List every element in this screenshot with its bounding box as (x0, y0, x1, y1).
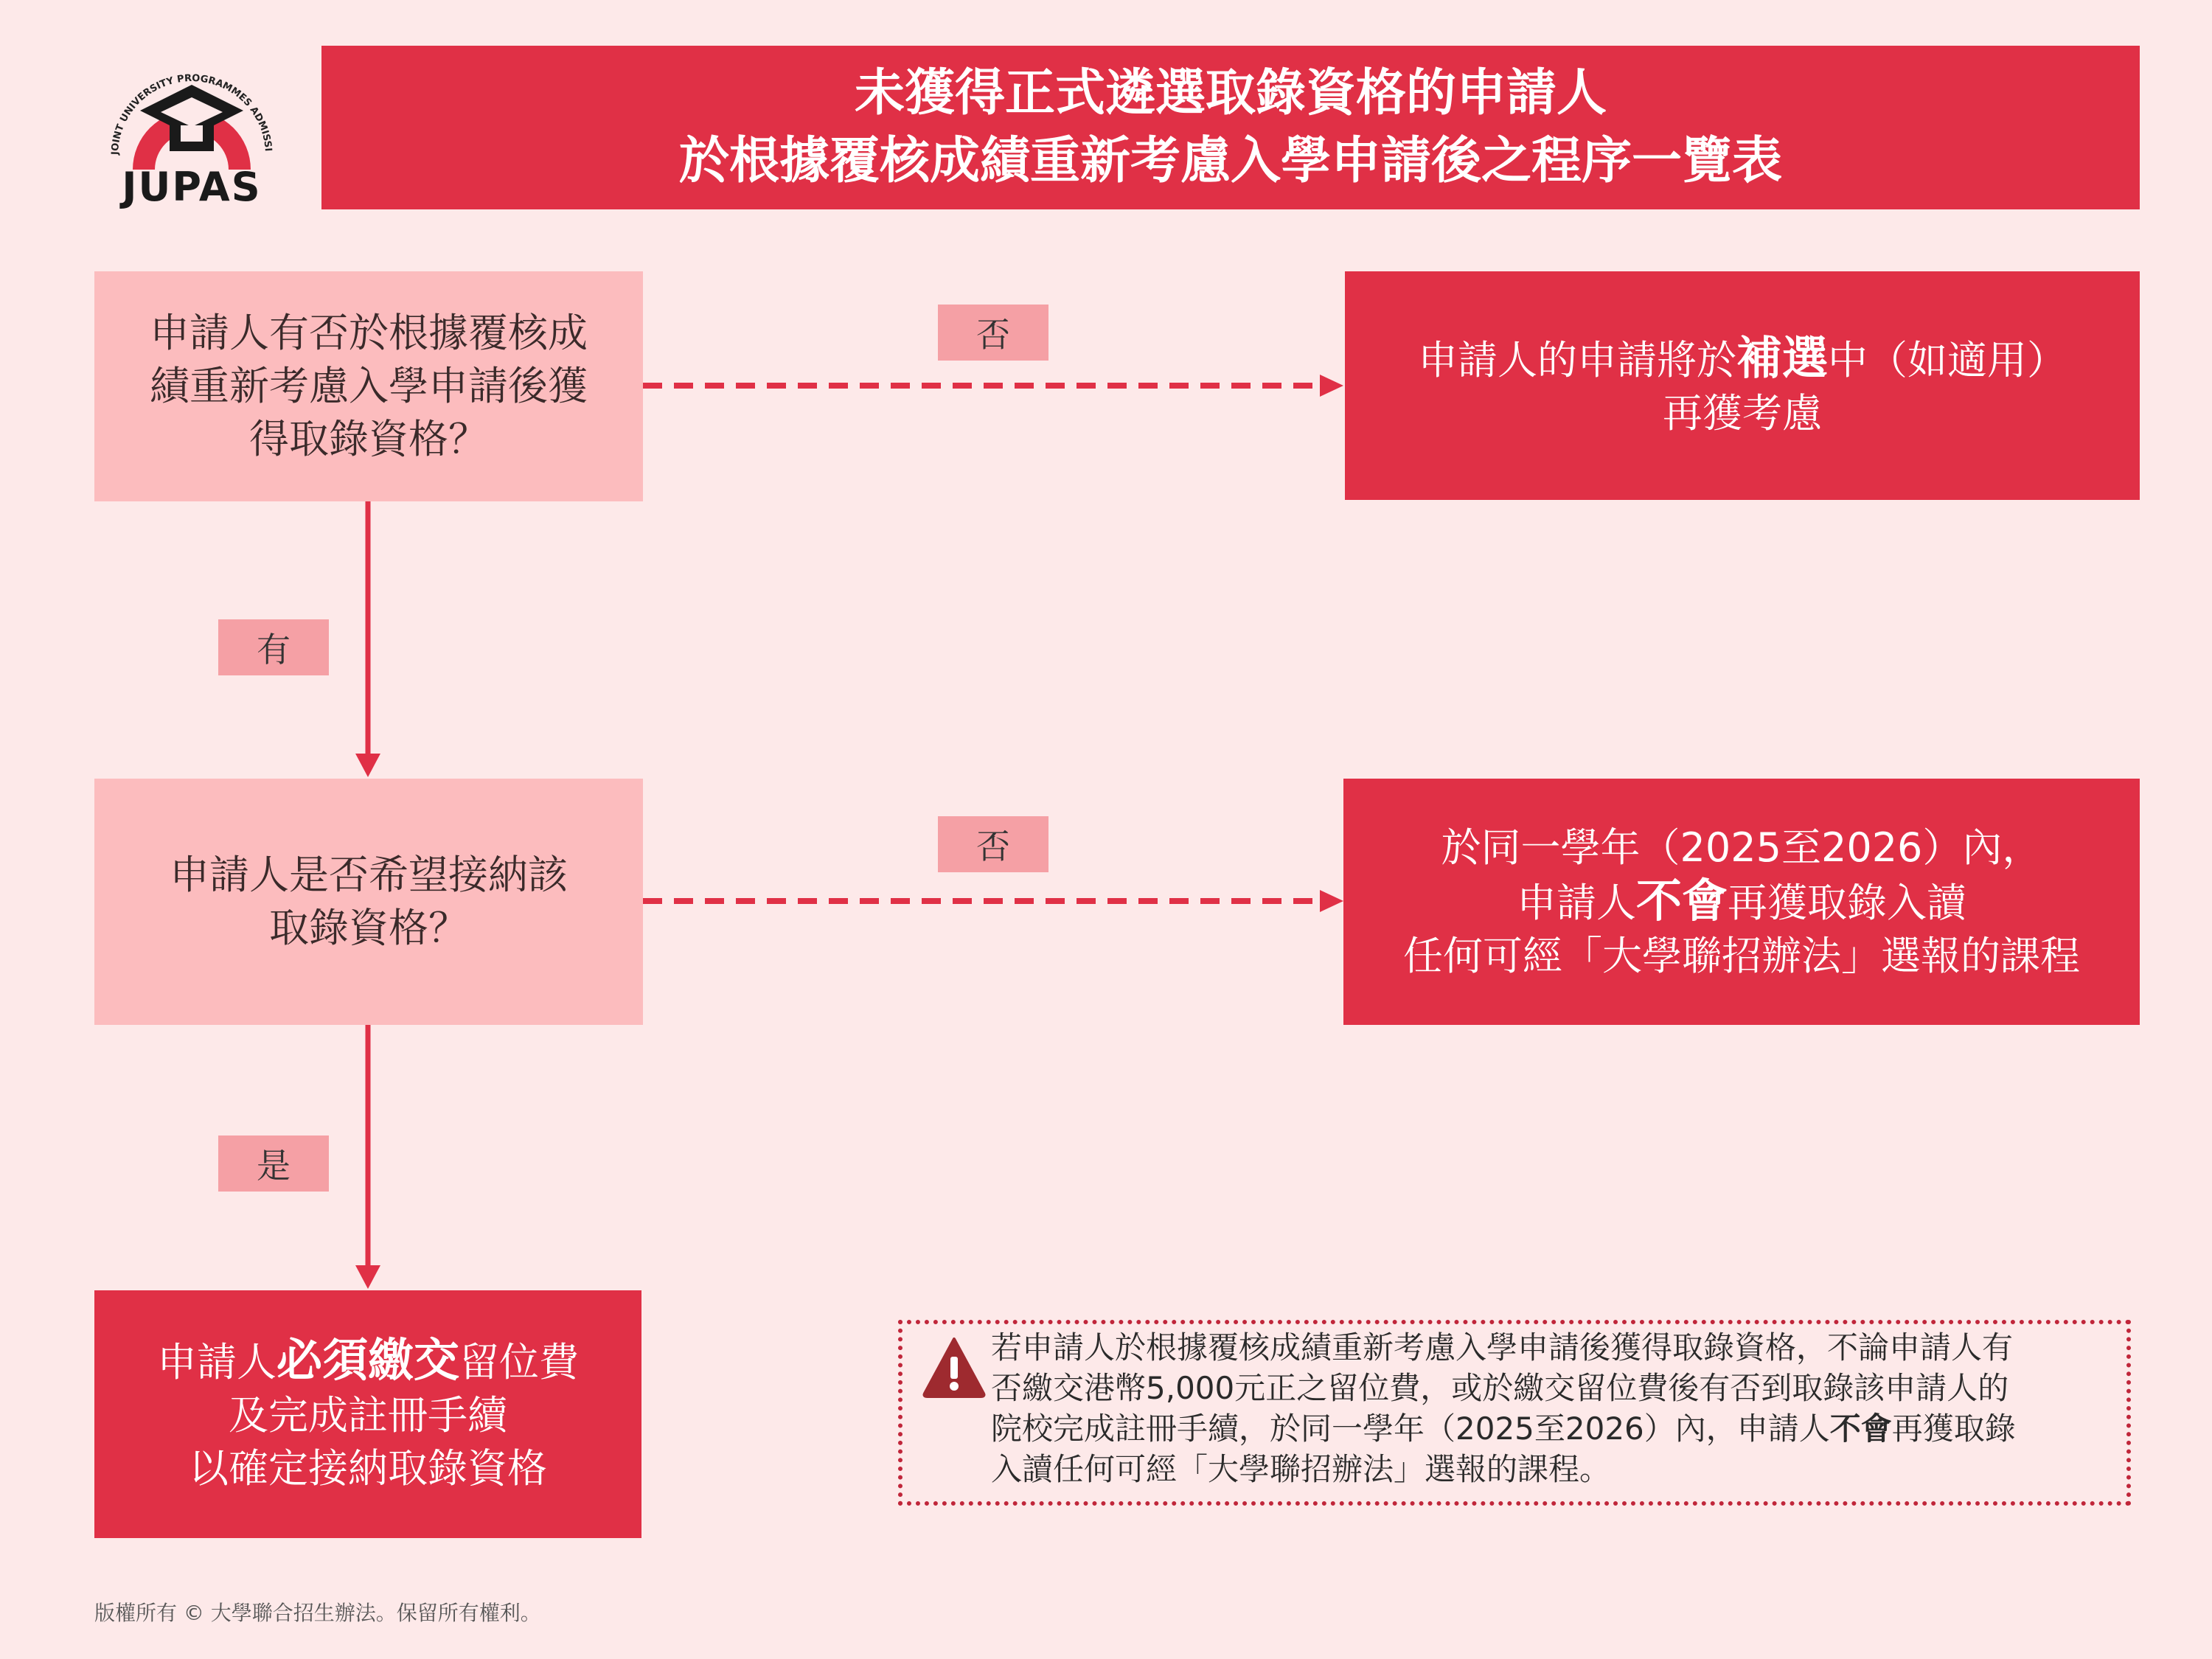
result-1-line-2: 再獲考慮 (1662, 389, 1822, 437)
question-2-line: 取錄資格？ (269, 905, 468, 951)
question-2-line: 申請人是否希望接納該 (170, 852, 568, 898)
result-3-post: 留位費 (459, 1338, 579, 1385)
warning-line-3-post: 再獲取錄 (1891, 1411, 2016, 1447)
arrow-head-q2-no (1320, 890, 1343, 912)
question-1-line: 績重新考慮入學申請後獲 (150, 363, 588, 409)
q2-yes-label: 是 (218, 1135, 329, 1192)
arrow-head-q1-no (1320, 375, 1343, 397)
result-1-bold: 補選 (1736, 330, 1828, 385)
question-1-box (94, 271, 643, 501)
warning-line-3-pre: 院校完成註冊手續，於同一學年（2025至2026）內，申請人 (991, 1411, 1830, 1447)
result-2-line-1: 於同一學年（2025至2026）內， (1441, 824, 2042, 871)
q1-yes-label: 有 (218, 619, 329, 675)
warning-line-4: 入讀任何可經「大學聯招辦法」選報的課程。 (991, 1451, 1611, 1487)
result-2-post: 再獲取錄入讀 (1728, 879, 1966, 926)
q1-no-label: 否 (938, 305, 1048, 361)
result-1-line-1 (1418, 332, 2067, 387)
result-2-bold: 不會 (1635, 873, 1728, 928)
q2-no-label: 否 (938, 816, 1048, 872)
logo-wordmark: JUPAS (122, 164, 262, 210)
arrow-head-q2-yes (355, 1265, 380, 1289)
warning-line-1: 若申請人於根據覆核成績重新考慮入學申請後獲得取錄資格，不論申請人有 (991, 1329, 2014, 1366)
result-1-post: 中（如適用） (1828, 336, 2067, 383)
copyright-footer: 版權所有 © 大學聯合招生辦法。保留所有權利。 (94, 1601, 541, 1625)
result-1-pre: 申請人的申請將於 (1417, 336, 1736, 383)
result-3-line-2: 及完成註冊手續 (228, 1391, 507, 1439)
result-2-pre: 申請人 (1516, 879, 1636, 926)
result-3-bold: 必須繳交 (276, 1332, 459, 1387)
arrow-head-q1-yes (355, 754, 380, 777)
result-accept-box (94, 1290, 641, 1538)
warning-icon (922, 1336, 987, 1398)
logo-ring-text: JOINT UNIVERSITY PROGRAMMES ADMISSI (109, 72, 274, 156)
question-1-line: 得取錄資格？ (249, 416, 488, 462)
result-3-line-3: 以確定接納取錄資格 (188, 1444, 547, 1492)
warning-line-3 (991, 1408, 2126, 1449)
warning-text (991, 1327, 2126, 1489)
question-1-line: 申請人有否於根據覆核成 (150, 310, 588, 356)
result-3-pre: 申請人 (156, 1338, 276, 1385)
result-3-line-1 (157, 1334, 579, 1389)
question-2-box (94, 779, 643, 1025)
warning-line-2: 否繳交港幣5,000元正之留位費，或於繳交留位費後有否到取錄該申請人的 (991, 1370, 2009, 1406)
result-2-line-3: 任何可經「大學聯招辦法」選報的課程 (1403, 932, 2080, 979)
result-2-line-2 (1403, 874, 2080, 930)
title-line-1: 未獲得正式遴選取錄資格的申請人 (854, 64, 1607, 122)
title-line-2: 於根據覆核成績重新考慮入學申請後之程序一覽表 (678, 132, 1782, 190)
result-supplementary-box (1345, 271, 2140, 500)
result-no-admission-box (1343, 779, 2140, 1025)
warning-line-3-bold: 不會 (1829, 1411, 1892, 1447)
